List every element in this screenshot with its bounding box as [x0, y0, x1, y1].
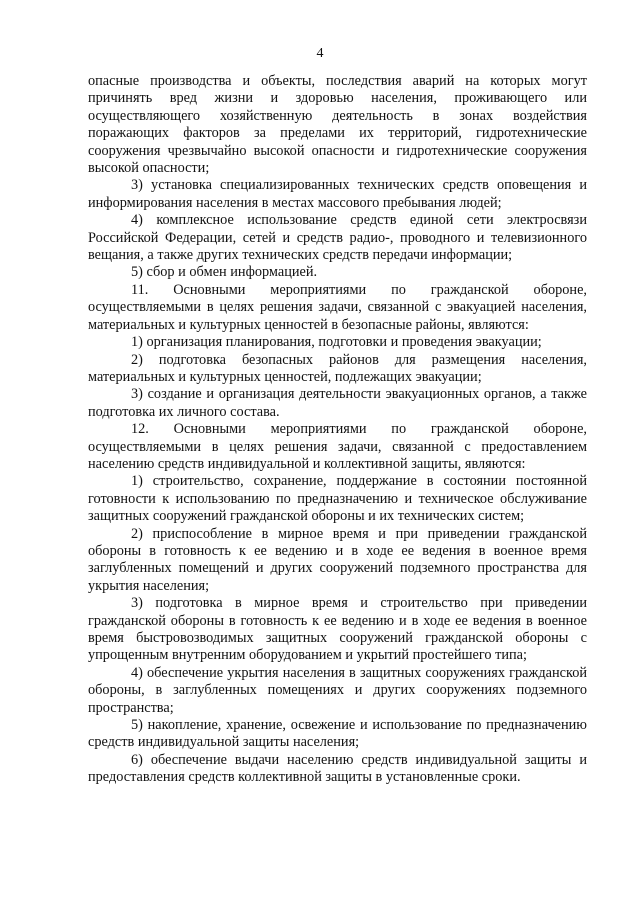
- paragraph-12-item-4: 4) обеспечение укрытия населения в защитных сооружениях гражданской обороны, в заглубленных помещениях и других сооружениях подземного пространства;: [88, 664, 587, 716]
- paragraph-item-5-info-exchange: 5) сбор и обмен информацией.: [131, 264, 318, 281]
- paragraph-11-item-1: 1) организация планирования, подготовки и проведения эвакуации;: [131, 334, 542, 351]
- paragraph-11-item-3: 3) создание и организация деятельности эвакуационных органов, а также подготовка их личного состава.: [88, 386, 587, 420]
- paragraph-12-item-5: 5) накопление, хранение, освежение и использование по предназначению средств индивидуальной защиты населения;: [88, 717, 587, 751]
- paragraph-12-item-6: 6) обеспечение выдачи населению средств индивидуальной защиты и предоставления средств коллективной защиты в установленные сроки.: [88, 751, 587, 786]
- paragraph-section-11: 11. Основными мероприятиями по гражданской обороне, осуществляемыми в целях решения задачи, связанной с эвакуацией населения, материальных и культурных ценностей в безопасные районы, являются:: [88, 281, 587, 333]
- paragraph-continuation: опасные производства и объекты, последствия аварий на которых могут причинять вред жизни и здоровью населения, проживающего или осуществляющего хозяйственную деятельность в зонах воздействия поражающих факторов за пределами их территорий, гидротехнические сооружения чрезвычайно высокой опасности и гидротехнические сооружения высокой опасности;: [88, 73, 587, 177]
- page-number: 4: [316, 46, 324, 61]
- paragraph-item-3-notification: 3) установка специализированных технических средств оповещения и информирования населения в местах массового пребывания людей;: [88, 177, 587, 211]
- paragraph-12-item-3: 3) подготовка в мирное время и строительство при приведении гражданской обороны в готовность к ее ведению и в ходе ее ведения в военное время быстровозводимых защитных сооружений гражданской обороны с упрощенным внутренним оборудованием и укрытий простейшего типа;: [88, 595, 587, 664]
- document-body: [88, 73, 587, 787]
- paragraph-section-12: 12. Основными мероприятиями по гражданской обороне, осуществляемыми в целях решения задачи, связанной с предоставлением населению средств индивидуальной и коллективной защиты, являются:: [88, 421, 587, 472]
- paragraph-12-item-1: 1) строительство, сохранение, поддержание в состоянии постоянной готовности к использованию по предназначению и техническое обслуживание защитных сооружений гражданской обороны и их технических систем;: [88, 473, 587, 525]
- paragraph-12-item-2: 2) приспособление в мирное время и при приведении гражданской обороны в готовность к ее ведению и в ходе ее ведения в военное время заглубленных помещений и других сооружений подземного пространства для укрытия населения;: [88, 525, 587, 594]
- paragraph-item-4-telecom: 4) комплексное использование средств единой сети электросвязи Российской Федерации, сетей и средств радио-, проводного и телевизионного вещания, а также других технических средств передачи информации;: [88, 212, 587, 264]
- paragraph-11-item-2: 2) подготовка безопасных районов для размещения населения, материальных и культурных ценностей, подлежащих эвакуации;: [88, 351, 587, 385]
